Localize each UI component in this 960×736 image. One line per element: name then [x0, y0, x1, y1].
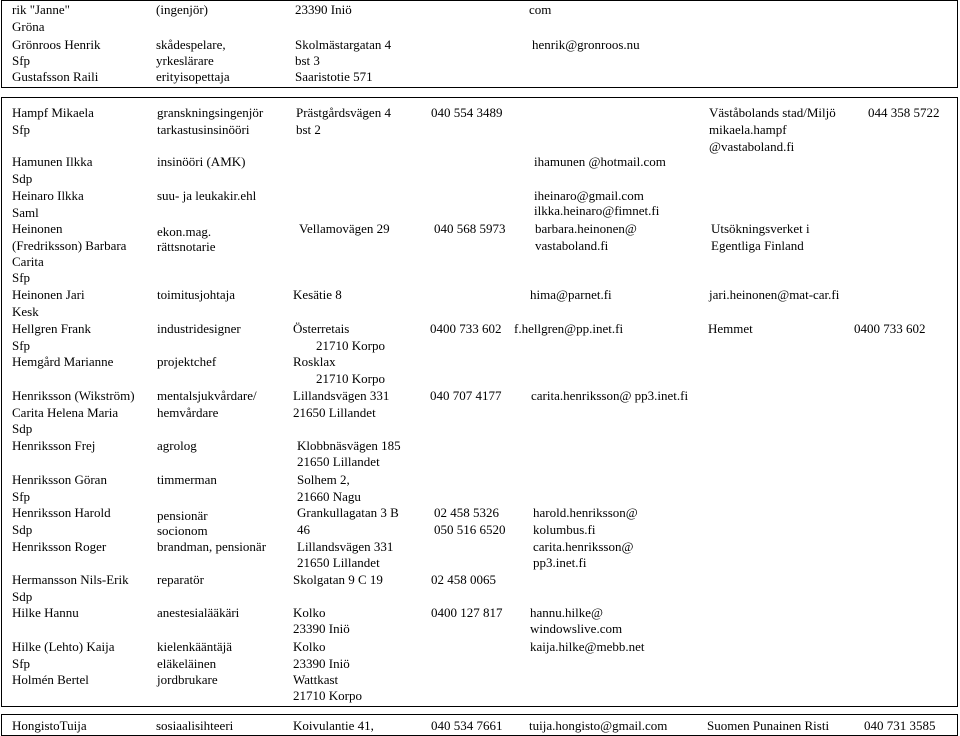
entry-organization: Utsökningsverket i	[711, 221, 810, 236]
entry-address: Kolko	[293, 639, 326, 654]
entry-name: Heinonen	[12, 221, 63, 236]
entry-name: Hemgård Marianne	[12, 354, 114, 369]
entry-address: 21710 Korpo	[316, 338, 385, 353]
entry-organization: mikaela.hampf	[709, 122, 787, 137]
entry-address: 23390 Iniö	[293, 656, 350, 671]
entry-name: Hamunen Ilkka	[12, 154, 93, 169]
entry-address: Saaristotie 571	[295, 69, 373, 84]
entry-email: tuija.hongisto@gmail.com	[529, 718, 668, 733]
entry-occupation: tarkastusinsinööri	[157, 122, 250, 137]
entry-occupation: socionom	[157, 523, 208, 538]
entry-party: Sfp	[12, 53, 31, 68]
entry-address: bst 3	[295, 53, 320, 68]
entry-email: vastaboland.fi	[535, 238, 609, 253]
entry-address: 21650 Lillandet	[297, 555, 380, 570]
entry-name: Carita Helena Maria	[12, 405, 119, 420]
entry-name: Carita	[12, 254, 44, 269]
entry-email: ihamunen @hotmail.com	[534, 154, 666, 169]
entry-occupation: sosiaalisihteeri	[156, 718, 234, 733]
table-section-main	[1, 97, 958, 707]
entry-address: Rosklax	[293, 354, 336, 369]
entry-phone: 02 458 0065	[431, 572, 496, 587]
entry-name: Henriksson Harold	[12, 505, 111, 520]
entry-occupation: (ingenjör)	[156, 2, 208, 17]
entry-occupation: projektchef	[157, 354, 217, 369]
entry-address: Klobbnäsvägen 185	[297, 438, 401, 453]
entry-occupation: pensionär	[157, 508, 208, 523]
entry-name: (Fredriksson) Barbara	[12, 238, 127, 253]
entry-address: Grankullagatan 3 B	[297, 505, 399, 520]
entry-address: Prästgårdsvägen 4	[296, 105, 391, 120]
entry-phone: 040 554 3489	[431, 105, 503, 120]
entry-address: 23390 Iniö	[293, 621, 350, 636]
entry-occupation: toimitusjohtaja	[157, 287, 235, 302]
entry-phone: 040 534 7661	[431, 718, 503, 733]
entry-occupation: timmerman	[157, 472, 217, 487]
entry-party: Sfp	[12, 656, 31, 671]
entry-occupation: rättsnotarie	[157, 239, 216, 254]
entry-organization: Suomen Punainen Risti	[707, 718, 830, 733]
entry-phone: 040 731 3585	[864, 718, 936, 733]
entry-address: 21650 Lillandet	[297, 454, 380, 469]
entry-occupation: agrolog	[157, 438, 197, 453]
entry-phone: 044 358 5722	[868, 105, 940, 120]
entry-address: Lillandsvägen 331	[297, 539, 394, 554]
entry-party: Sfp	[12, 122, 31, 137]
entry-phone: 0400 733 602	[430, 321, 502, 336]
entry-email: harold.henriksson@	[533, 505, 638, 520]
entry-email: barbara.heinonen@	[535, 221, 637, 236]
entry-name: Heinonen Jari	[12, 287, 85, 302]
entry-party: Sfp	[12, 270, 31, 285]
entry-name: Hampf Mikaela	[12, 105, 94, 120]
entry-email: ilkka.heinaro@fimnet.fi	[534, 203, 660, 218]
entry-occupation: ekon.mag.	[157, 224, 212, 239]
entry-party: Sfp	[12, 338, 31, 353]
entry-party: Sdp	[12, 589, 33, 604]
entry-address: 21650 Lillandet	[293, 405, 376, 420]
entry-occupation: industridesigner	[157, 321, 241, 336]
entry-name: Henriksson Roger	[12, 539, 107, 554]
entry-occupation: yrkeslärare	[156, 53, 214, 68]
entry-occupation: suu- ja leukakir.ehl	[157, 188, 257, 203]
entry-party: Saml	[12, 205, 39, 220]
entry-address: Lillandsvägen 331	[293, 388, 390, 403]
entry-address: 21660 Nagu	[297, 489, 361, 504]
entry-email: iheinaro@gmail.com	[534, 188, 644, 203]
entry-email: kaija.hilke@mebb.net	[530, 639, 645, 654]
entry-phone: 040 707 4177	[430, 388, 502, 403]
entry-organization: Hemmet	[708, 321, 753, 336]
entry-name: Hilke Hannu	[12, 605, 79, 620]
entry-email: pp3.inet.fi	[533, 555, 587, 570]
entry-occupation: kielenkääntäjä	[157, 639, 233, 654]
entry-occupation: granskningsingenjör	[157, 105, 264, 120]
entry-occupation: skådespelare,	[156, 37, 226, 52]
entry-email: hima@parnet.fi	[530, 287, 612, 302]
entry-email: carita.henriksson@ pp3.inet.fi	[531, 388, 689, 403]
entry-address: Koivulantie 41,	[293, 718, 374, 733]
entry-name: Grönroos Henrik	[12, 37, 101, 52]
entry-email: jari.heinonen@mat-car.fi	[709, 287, 840, 302]
table-section-top	[1, 0, 958, 88]
entry-party: Sdp	[12, 522, 33, 537]
entry-phone: 02 458 5326	[434, 505, 499, 520]
entry-occupation: mentalsjukvårdare/	[157, 388, 257, 403]
entry-address: bst 2	[296, 122, 321, 137]
entry-name: Henriksson (Wikström)	[12, 388, 135, 403]
entry-name: HongistoTuija	[12, 718, 87, 733]
entry-address: 21710 Korpo	[293, 688, 362, 703]
entry-occupation: reparatör	[157, 572, 204, 587]
entry-address: Kesätie 8	[293, 287, 342, 302]
entry-email: henrik@gronroos.nu	[532, 37, 640, 52]
entry-name: Gustafsson Raili	[12, 69, 99, 84]
entry-address: 21710 Korpo	[316, 371, 385, 386]
entry-name: Henriksson Göran	[12, 472, 107, 487]
entry-email: kolumbus.fi	[533, 522, 596, 537]
entry-occupation: brandman, pensionär	[157, 539, 267, 554]
entry-occupation: insinööri (AMK)	[157, 154, 246, 169]
entry-address: Skolgatan 9 C 19	[293, 572, 383, 587]
entry-email: com	[529, 2, 552, 17]
entry-occupation: erityisopettaja	[156, 69, 230, 84]
entry-address: Skolmästargatan 4	[295, 37, 392, 52]
entry-party: Kesk	[12, 304, 39, 319]
entry-address: Kolko	[293, 605, 326, 620]
entry-name: Hilke (Lehto) Kaija	[12, 639, 115, 654]
entry-address: Vellamovägen 29	[299, 221, 390, 236]
entry-occupation: hemvårdare	[157, 405, 219, 420]
entry-email: windowslive.com	[530, 621, 623, 636]
entry-phone: 040 568 5973	[434, 221, 506, 236]
table-section-bottom	[1, 714, 958, 736]
entry-name: Henriksson Frej	[12, 438, 96, 453]
entry-name: Hellgren Frank	[12, 321, 92, 336]
entry-email: hannu.hilke@	[530, 605, 603, 620]
entry-phone: 050 516 6520	[434, 522, 506, 537]
entry-party: Sfp	[12, 489, 31, 504]
entry-name: Heinaro Ilkka	[12, 188, 84, 203]
entry-occupation: anestesialääkäri	[157, 605, 240, 620]
entry-name: Holmén Bertel	[12, 672, 89, 687]
entry-occupation: eläkeläinen	[157, 656, 217, 671]
entry-phone: 0400 733 602	[854, 321, 926, 336]
entry-name: rik "Janne"	[12, 2, 70, 17]
entry-address: 46	[297, 522, 310, 537]
entry-name: Gröna	[12, 19, 45, 34]
entry-email: f.hellgren@pp.inet.fi	[514, 321, 624, 336]
entry-email: carita.henriksson@	[533, 539, 634, 554]
entry-organization: @vastaboland.fi	[709, 139, 795, 154]
entry-occupation: jordbrukare	[157, 672, 218, 687]
entry-address: 23390 Iniö	[295, 2, 352, 17]
entry-organization: Egentliga Finland	[711, 238, 804, 253]
entry-address: Österretais	[293, 321, 350, 336]
entry-address: Solhem 2,	[297, 472, 350, 487]
entry-address: Wattkast	[293, 672, 339, 687]
entry-name: Hermansson Nils-Erik	[12, 572, 129, 587]
entry-party: Sdp	[12, 171, 33, 186]
entry-organization: Väståbolands stad/Miljö	[709, 105, 836, 120]
entry-party: Sdp	[12, 421, 33, 436]
entry-phone: 0400 127 817	[431, 605, 503, 620]
